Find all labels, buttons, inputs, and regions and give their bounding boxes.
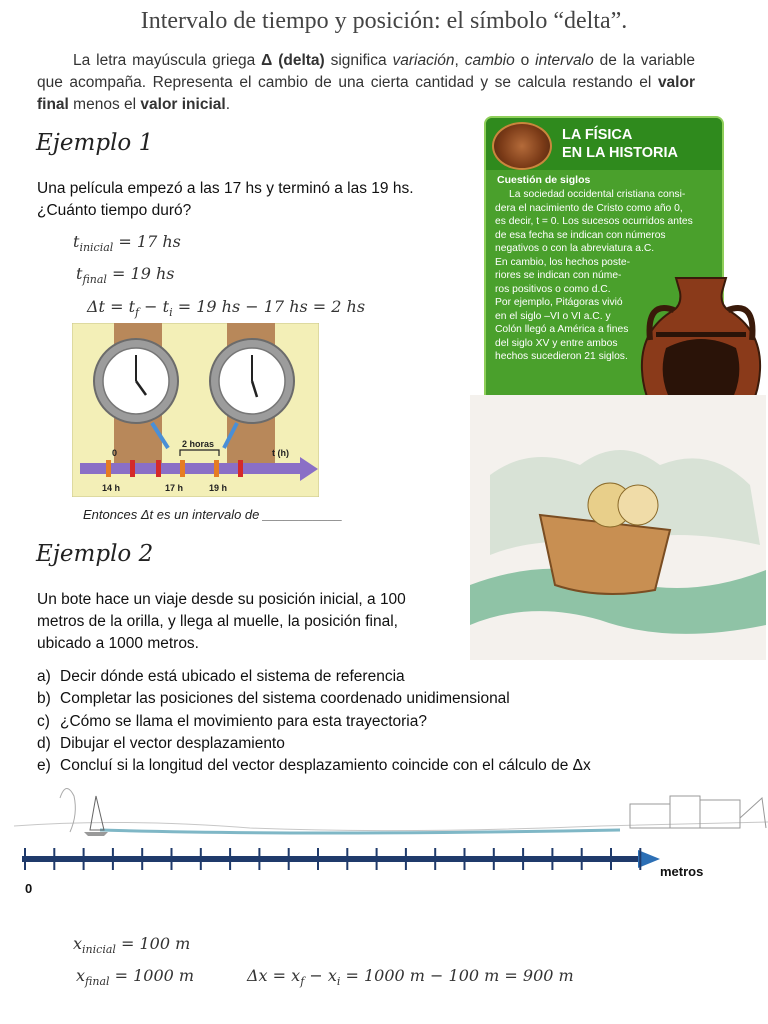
axis-tick (288, 848, 290, 870)
sidebar-header (486, 118, 722, 170)
tick-19h: 19 h (209, 483, 228, 493)
term-variacion: variación (392, 52, 455, 69)
sidebar-line: en el siglo –VI o VI a.C. y (495, 310, 611, 322)
equation-delta-x: $\Delta x = x_f - x_i = 1000$ m − 100 m = 900 m (247, 966, 574, 989)
equation-x-inicial: $x_{inicial} = 100$ m (73, 934, 191, 957)
axis-tick (24, 848, 26, 870)
coin-icon (492, 122, 552, 170)
axis-tick (171, 848, 173, 870)
axis-tick (464, 848, 466, 870)
example-2-heading: Ejemplo 2 (36, 541, 154, 567)
page-title: Intervalo de tiempo y posición: el símbolo “delta”. (140, 8, 628, 34)
list-item: a) Decir dónde está ubicado el sistema de referencia (37, 668, 405, 685)
intro-text: menos el (68, 96, 141, 113)
list-item: c) ¿Cómo se llama el movimiento para esta trayectoria? (37, 712, 427, 730)
axis-tick (405, 848, 407, 870)
axis-tick (493, 848, 495, 870)
question-list (37, 666, 591, 777)
sidebar-title-line: EN LA HISTORIA (562, 145, 679, 161)
list-item: d) Dibujar el vector desplazamiento (37, 734, 285, 752)
sidebar-title-line: LA FÍSICA (562, 127, 633, 143)
tick-17h: 17 h (165, 483, 184, 493)
clock-diagram (72, 323, 319, 497)
sidebar-line: ros positivos o como d.C. (495, 283, 611, 295)
example-2-text: Un bote hace un viaje desde su posición inicial, a 100 metros de la orilla, y llega al muelle, la posición final, ubicado a 1000 metros. (37, 591, 406, 652)
axis-tick (200, 848, 202, 870)
term-intervalo: intervalo (535, 52, 594, 69)
term-cambio: cambio (464, 52, 515, 69)
delta-term: Δ (delta) (261, 52, 325, 69)
example-1-text: Una película empezó a las 17 hs y terminó a las 19 hs. ¿Cuánto tiempo duró? (37, 180, 414, 219)
equation-t-final: $t_{final} = 19$ hs (76, 264, 175, 287)
intro-text: , (454, 52, 465, 69)
axis-zero-label: 0 (112, 448, 118, 458)
sidebar-title (562, 126, 678, 162)
axis-tick (83, 848, 85, 870)
clock-icon-end (210, 339, 294, 423)
sidebar-line: dera el nacimiento de Cristo como año 0, (495, 202, 683, 214)
axis-tick (551, 848, 553, 870)
intro-text: La letra mayúscula griega (73, 52, 262, 69)
axis-label: t (h) (272, 448, 289, 458)
axis-tick (346, 848, 348, 870)
tick-14h: 14 h (102, 483, 121, 493)
axis-tick (229, 848, 231, 870)
list-item: b) Completar las posiciones del sistema coordenado unidimensional (37, 690, 510, 708)
example-1-heading: Ejemplo 1 (36, 130, 154, 156)
sidebar-line: es decir, t = 0. Los sucesos ocurridos antes (495, 216, 693, 227)
sidebar-line: Por ejemplo, Pitágoras vivió (495, 297, 623, 308)
sidebar-line: La sociedad occidental cristiana consi- (509, 189, 686, 200)
list-item: e) Concluí si la longitud del vector desplazamiento coincide con el cálculo de Δx (37, 757, 591, 775)
intro-text: significa (324, 52, 393, 69)
sidebar-subtitle: Cuestión de siglos (497, 174, 591, 186)
interval-label: 2 horas (182, 439, 215, 449)
axis-tick (610, 848, 612, 870)
axis-tick (53, 848, 55, 870)
intro-paragraph (37, 50, 695, 116)
sidebar-line: del siglo XV y entre ambos (495, 337, 618, 349)
axis-tick (522, 848, 524, 870)
sidebar-line: negativos o con la abreviatura a.C. (495, 243, 655, 254)
position-axis-diagram (0, 778, 768, 898)
sidebar-line: riores se indican con núme- (495, 270, 622, 281)
intro-text: . (225, 96, 230, 113)
axis-tick (141, 848, 143, 870)
axis-unit-label: metros (660, 864, 704, 879)
equation-t-inicial: $t_{inicial} = 17$ hs (73, 232, 181, 255)
boat-illustration (470, 395, 766, 660)
sailboat-icon (84, 796, 108, 836)
sidebar-line: hechos sucedieron 21 siglos. (495, 351, 628, 362)
axis-tick (317, 848, 319, 870)
clock-icon-start (94, 339, 178, 423)
equation-x-final: $x_{final} = 1000$ m (76, 966, 195, 989)
axis-tick (434, 848, 436, 870)
term-valor-inicial: valor inicial (140, 96, 226, 113)
axis-tick (376, 848, 378, 870)
term-valor-final: valor final (37, 74, 695, 113)
equation-delta-t: $\Delta t = t_f - t_i = 19$ hs − 17 hs = 2 hs (87, 297, 366, 320)
sidebar-line: de esa fecha se indican con números (495, 229, 666, 241)
sidebar-line: En cambio, los hechos poste- (495, 256, 631, 268)
axis-tick (581, 848, 583, 870)
axis-tick (258, 848, 260, 870)
axis-tick (112, 848, 114, 870)
intro-text: o (514, 52, 536, 69)
sidebar-line: Colón llegó a América a fines (495, 324, 629, 335)
intro-text: de la variable que acompaña. Representa el cambio de una cierta cantidad y se calcula restando el (37, 52, 695, 91)
example-1-caption: Entonces Δt es un intervalo de ___________ (83, 507, 343, 522)
axis-tick (639, 848, 641, 870)
axis-origin-label: 0 (25, 881, 33, 896)
